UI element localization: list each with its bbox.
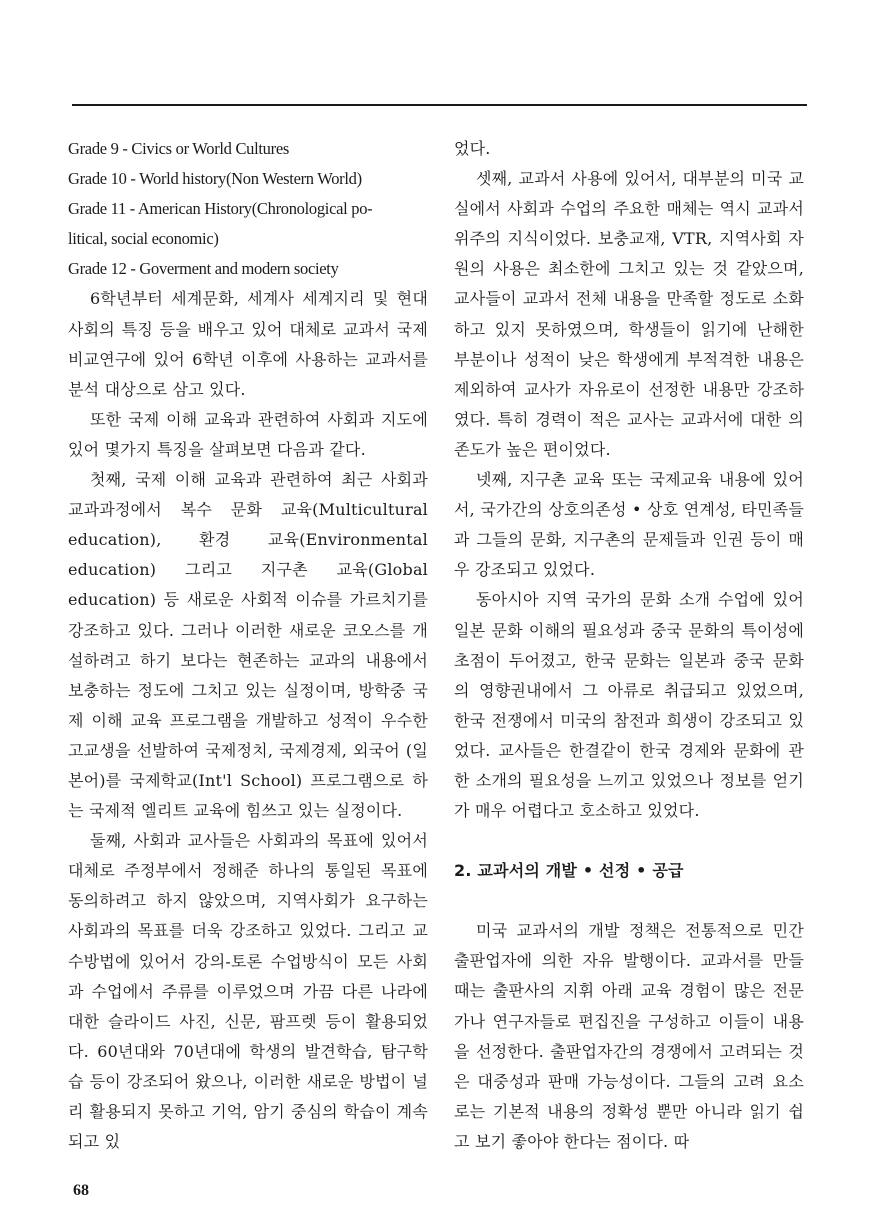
paragraph: 또한 국제 이해 교육과 관련하여 사회과 지도에 있어 몇가지 특징을 살펴보면 다음과 같다. — [68, 409, 428, 459]
page-number: 68 — [73, 1182, 89, 1199]
paragraph: 넷째, 지구촌 교육 또는 국제교육 내용에 있어서, 국가간의 상호의존성 • 상호 연계성, 타민족들과 그들의 문화, 지구촌의 문제들과 인권 등이 매우 강조되고 있었다. — [454, 470, 804, 580]
grade-11-continuation: litical, social economic) — [68, 229, 219, 249]
right-column — [454, 134, 804, 1157]
paragraph: 6학년부터 세계문화, 세계사 세계지리 및 현대 사회의 특징 등을 배우고 있어 대체로 교과서 국제 비교연구에 있어 6학년 이후에 사용하는 교과서를 분석 대상으로 삼고 있다. — [68, 289, 428, 399]
grade-12-line: Grade 12 - Goverment and modern society — [68, 259, 339, 279]
paragraph: 동아시아 지역 국가의 문화 소개 수업에 있어 일본 문화 이해의 필요성과 중국 문화의 특이성에 초점이 두어졌고, 한국 문화는 일본과 중국 문화의 영향권내에서 그 아류로 취급되고 있었으며, 한국 전쟁에서 미국의 참전과 희생이 강조되고 있었다. 교사들은 한결같이 한국 경제와 문화에 관한 소개의 필요성을 느끼고 있었으나 정보를 얻기가 매우 어렵다고 호소하고 있었다. — [454, 590, 804, 821]
paragraph: 미국 교과서의 개발 정책은 전통적으로 민간 출판업자에 의한 자유 발행이다. 교과서를 만들 때는 출판사의 지휘 아래 교육 경험이 많은 전문가나 연구자들로 편집진을 구성하고 이들이 내용을 선정한다. 출판업자간의 경쟁에서 고려되는 것은 대중성과 판매 가능성이다. 그들의 고려 요소로는 기본적 내용의 정확성 뿐만 아니라 읽기 쉽고 보기 좋아야 한다는 점이다. 따 — [454, 921, 804, 1151]
grade-10-line: Grade 10 - World history(Non Western World) — [68, 169, 362, 189]
paragraph: 었다. — [454, 139, 491, 158]
spacer — [454, 886, 804, 916]
paragraph: 둘째, 사회과 교사들은 사회과의 목표에 있어서 대체로 주정부에서 정해준 하나의 통일된 목표에 동의하려고 하지 않았으며, 지역사회가 요구하는 사회과의 목표를 더욱 강조하고 있었다. 그리고 교수방법에 있어서 강의-토론 수업방식이 모든 사회과 수업에서 주류를 이루었으며 가끔 다른 나라에 대한 슬라이드 사진, 신문, 팜프렛 등이 활용되었다. 60년대와 70년대에 학생의 발견학습, 탐구학습 등이 강조되어 왔으나, 이러한 새로운 방법이 널리 활용되지 못하고 기억, 암기 중심의 학습이 계속되고 있 — [68, 831, 428, 1152]
paragraph: 셋째, 교과서 사용에 있어서, 대부분의 미국 교실에서 사회과 수업의 주요한 매체는 역시 교과서 위주의 지식이었다. 보충교재, VTR, 지역사회 자원의 사용은 최소한에 그치고 있는 것 같았으며, 교사들이 교과서 전체 내용을 만족할 정도로 소화하고 있지 못하였으며, 학생들이 읽기에 난해한 부분이나 성적이 낮은 학생에게 부적격한 내용은 제외하여 교사가 자유로이 선정한 내용만 강조하였다. 특히 경력이 적은 교사는 교과서에 대한 의존도가 높은 편이었다. — [454, 169, 804, 459]
section-heading: 2. 교과서의 개발 • 선정 • 공급 — [454, 861, 684, 881]
header-rule — [72, 104, 807, 106]
grade-11-line: Grade 11 - American History(Chronological po- — [68, 199, 373, 219]
left-column — [68, 134, 428, 1157]
spacer — [454, 826, 804, 856]
grade-9-line: Grade 9 - Civics or World Cultures — [68, 139, 289, 158]
paragraph: 첫째, 국제 이해 교육과 관련하여 최근 사회과 교과과정에서 복수 문화 교육(Multicultural education), 환경 교육(Environmental education) 그리고 지구촌 교육(Global education) 등 새로운 사회적 이슈를 가르치기를 강조하고 있다. 그러나 이러한 새로운 코오스를 개설하려고 하기 보다는 현존하는 교과의 내용에서 보충하는 정도에 그치고 있는 실정이며, 방학중 국제 이해 교육 프로그램을 개발하고 성적이 우수한 고교생을 선발하여 국제정치, 국제경제, 외국어 (일본어)를 국제학교(Int'l School) 프로그램으로 하는 국제적 엘리트 교육에 힘쓰고 있는 실정이다. — [68, 470, 428, 821]
